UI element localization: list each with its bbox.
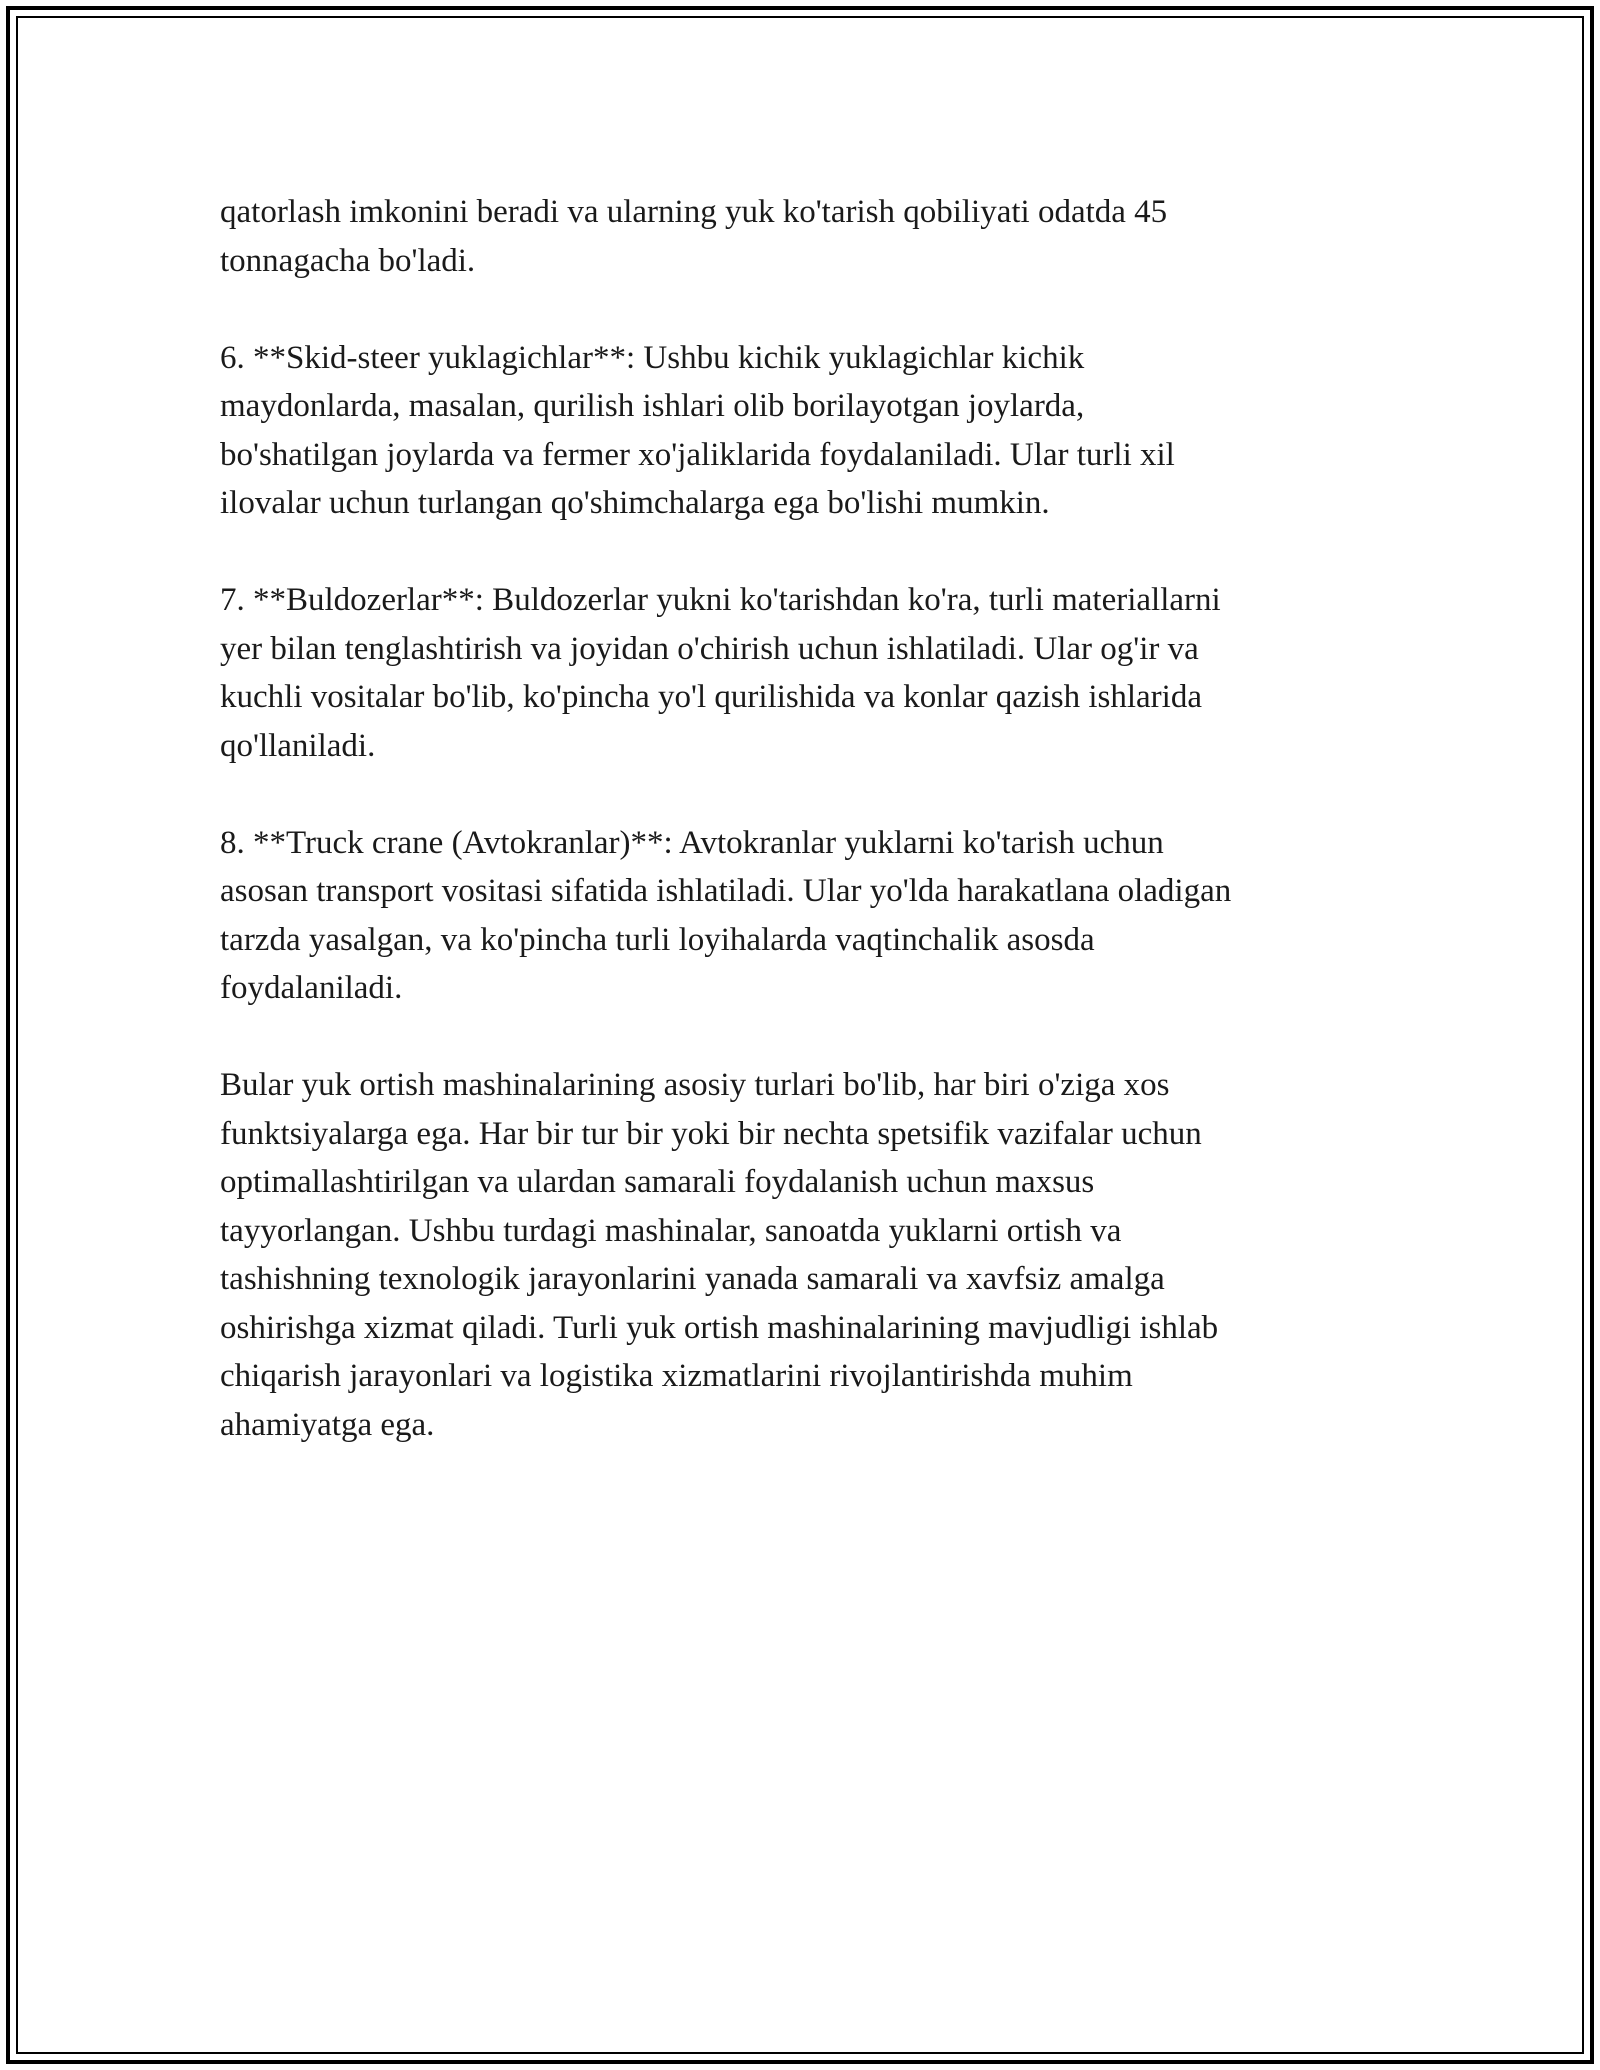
paragraph-bulldozers: 7. **Buldozerlar**: Buldozerlar yukni ko'tarishdan ko'ra, turli materiallarni yer bilan tenglashtirish va joyidan o'chirish uchun ishlatiladi. Ular og'ir va kuchli vositalar bo'lib, ko'pincha yo'l qurilishida va konlar qazish ishlarida qo'llaniladi. — [220, 582, 1221, 764]
document-body — [220, 188, 1380, 1449]
paragraph-conclusion: Bular yuk ortish mashinalarining asosiy turlari bo'lib, har biri o'ziga xos funktsiyalarga ega. Har bir tur bir yoki bir nechta spetsifik vazifalar uchun optimallashtirilgan va ulardan samarali foydalanish uchun maxsus tayyorlangan. Ushbu turdagi mashinalar, sanoatda yuklarni ortish va tashishning texnologik jarayonlarini yanada samarali va xavfsiz amalga oshirishga xizmat qiladi. Turli yuk ortish mashinalarining mavjudligi ishlab chiqarish jarayonlari va logistika xizmatlarini rivojlantirishda muhim ahamiyatga ega. — [220, 1067, 1219, 1443]
paragraph-continuation: qatorlash imkonini beradi va ularning yuk ko'tarish qobiliyati odatda 45 tonnagacha bo'ladi. — [220, 194, 1168, 279]
paragraph-skid-steer-loaders: 6. **Skid-steer yuklagichlar**: Ushbu kichik yuklagichlar kichik maydonlarda, masalan, qurilish ishlari olib borilayotgan joylarda, bo'shatilgan joylarda va fermer xo'jaliklarida foydalaniladi. Ular turli xil ilovalar uchun turlangan qo'shimchalarga ega bo'lishi mumkin. — [220, 339, 1175, 521]
paragraph-truck-crane: 8. **Truck crane (Avtokranlar)**: Avtokranlar yuklarni ko'tarish uchun asosan transport vositasi sifatida ishlatiladi. Ular yo'lda harakatlana oladigan tarzda yasalgan, va ko'pincha turli loyihalarda vaqtinchalik asosda foydalaniladi. — [220, 824, 1232, 1006]
